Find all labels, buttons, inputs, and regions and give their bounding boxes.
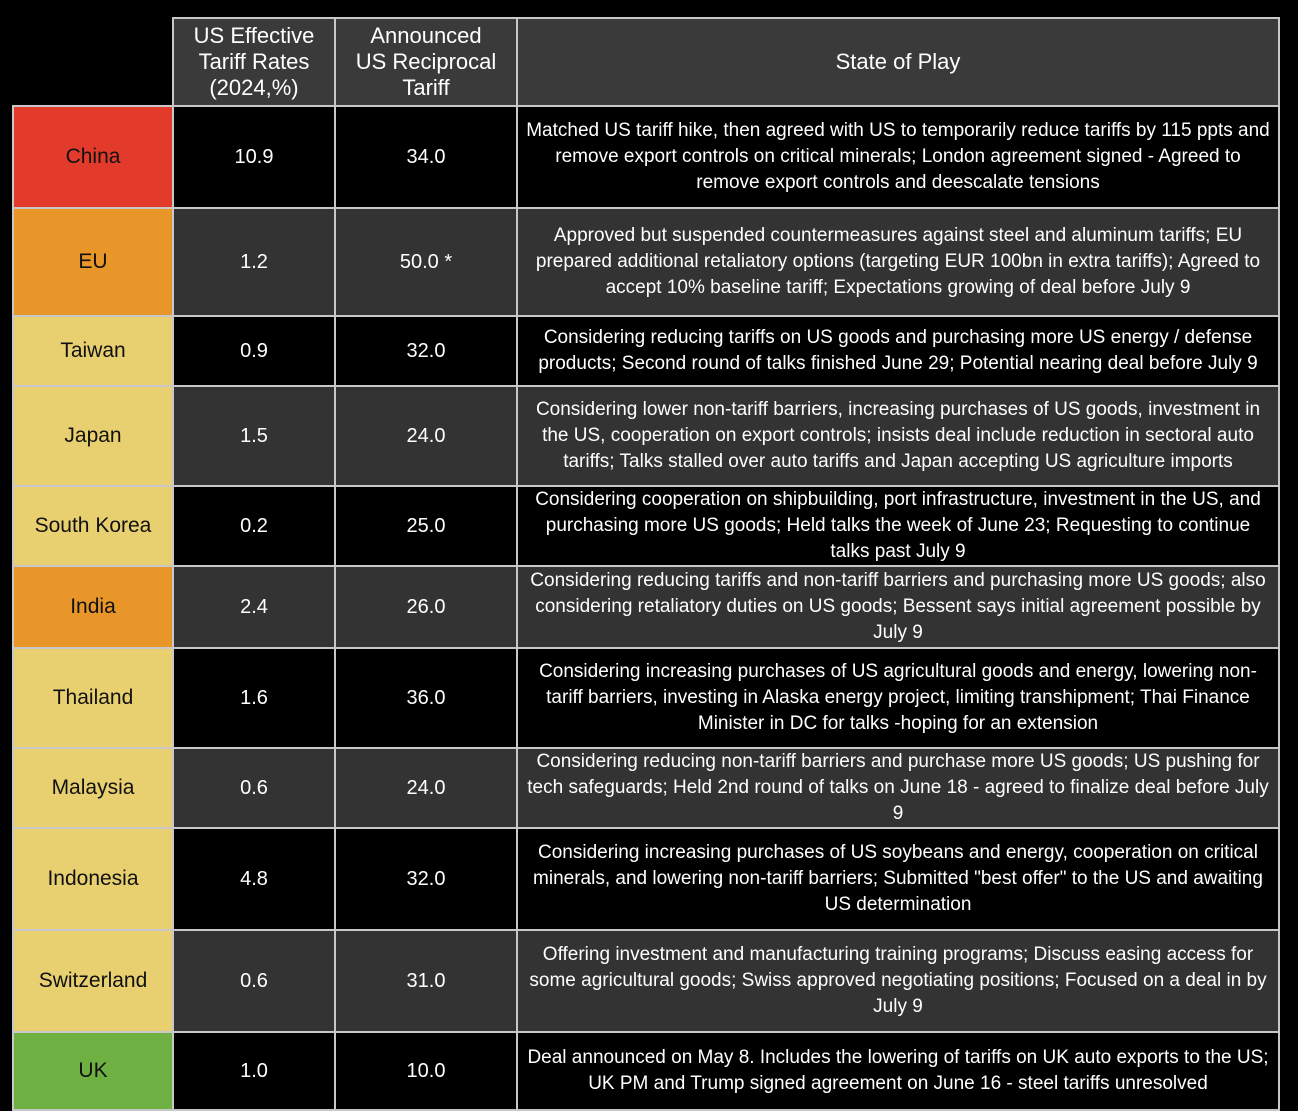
effective-rate-cell: 0.6 bbox=[173, 748, 335, 828]
state-of-play-cell: Considering reducing tariffs and non-tariff barriers and purchasing more US goods; also considering retaliatory duties on US goods; Bessent says initial agreement possible by July 9 bbox=[517, 566, 1279, 648]
country-cell: EU bbox=[13, 208, 173, 316]
country-cell: Indonesia bbox=[13, 828, 173, 930]
effective-rate-cell: 0.6 bbox=[173, 930, 335, 1032]
effective-rate-cell: 2.4 bbox=[173, 566, 335, 648]
effective-rate-cell: 4.8 bbox=[173, 828, 335, 930]
country-cell: South Korea bbox=[13, 486, 173, 566]
reciprocal-tariff-cell: 25.0 bbox=[335, 486, 517, 566]
country-cell: Taiwan bbox=[13, 316, 173, 386]
reciprocal-tariff-cell: 32.0 bbox=[335, 828, 517, 930]
corner-cell bbox=[13, 18, 173, 106]
state-of-play-cell: Deal announced on May 8. Includes the lowering of tariffs on UK auto exports to the US; UK PM and Trump signed agreement on June 16 - steel tariffs unresolved bbox=[517, 1032, 1279, 1110]
effective-rate-cell: 0.9 bbox=[173, 316, 335, 386]
state-of-play-cell: Considering increasing purchases of US agricultural goods and energy, lowering non-tariff barriers, investing in Alaska energy project, limiting transhipment; Thai Finance Minister in DC for talks -hoping for an extension bbox=[517, 648, 1279, 748]
effective-rate-cell: 0.2 bbox=[173, 486, 335, 566]
state-of-play-cell: Considering increasing purchases of US soybeans and energy, cooperation on critical minerals, and lowering non-tariff barriers; Submitted "best offer" to the US and awaiting US determination bbox=[517, 828, 1279, 930]
table-row bbox=[13, 930, 1279, 1032]
country-cell: Thailand bbox=[13, 648, 173, 748]
reciprocal-tariff-cell: 31.0 bbox=[335, 930, 517, 1032]
state-of-play-cell: Considering reducing non-tariff barriers and purchase more US goods; US pushing for tech safeguards; Held 2nd round of talks on June 18 - agreed to finalize deal before July 9 bbox=[517, 748, 1279, 828]
table-row bbox=[13, 486, 1279, 566]
table-row bbox=[13, 316, 1279, 386]
table-body bbox=[13, 106, 1279, 1110]
table-row bbox=[13, 828, 1279, 930]
reciprocal-tariff-cell: 10.0 bbox=[335, 1032, 517, 1110]
state-of-play-cell: Considering lower non-tariff barriers, increasing purchases of US goods, investment in the US, cooperation on export controls; insists deal include reduction in sectoral auto tariffs; Talks stalled over auto tariffs and Japan accepting US agriculture imports bbox=[517, 386, 1279, 486]
country-cell: Japan bbox=[13, 386, 173, 486]
country-cell: UK bbox=[13, 1032, 173, 1110]
reciprocal-tariff-cell: 26.0 bbox=[335, 566, 517, 648]
country-cell: China bbox=[13, 106, 173, 208]
table-row bbox=[13, 748, 1279, 828]
country-cell: Switzerland bbox=[13, 930, 173, 1032]
state-of-play-cell: Matched US tariff hike, then agreed with US to temporarily reduce tariffs by 115 ppts and remove export controls on critical minerals; London agreement signed - Agreed to remove export controls and deescalate tensions bbox=[517, 106, 1279, 208]
country-cell: India bbox=[13, 566, 173, 648]
column-header-reciprocal-tariff: Announced US Reciprocal Tariff bbox=[335, 18, 517, 106]
country-cell: Malaysia bbox=[13, 748, 173, 828]
table-row bbox=[13, 386, 1279, 486]
effective-rate-cell: 1.0 bbox=[173, 1032, 335, 1110]
effective-rate-cell: 10.9 bbox=[173, 106, 335, 208]
reciprocal-tariff-cell: 36.0 bbox=[335, 648, 517, 748]
state-of-play-cell: Offering investment and manufacturing training programs; Discuss easing access for some agricultural goods; Swiss approved negotiating positions; Focused on a deal in by July 9 bbox=[517, 930, 1279, 1032]
header-row bbox=[13, 18, 1279, 106]
table-row bbox=[13, 106, 1279, 208]
column-header-state-of-play: State of Play bbox=[517, 18, 1279, 106]
reciprocal-tariff-cell: 34.0 bbox=[335, 106, 517, 208]
state-of-play-cell: Considering reducing tariffs on US goods and purchasing more US energy / defense products; Second round of talks finished June 29; Potential nearing deal before July 9 bbox=[517, 316, 1279, 386]
effective-rate-cell: 1.5 bbox=[173, 386, 335, 486]
reciprocal-tariff-cell: 24.0 bbox=[335, 386, 517, 486]
tariff-table bbox=[12, 17, 1280, 1111]
effective-rate-cell: 1.6 bbox=[173, 648, 335, 748]
table-row bbox=[13, 208, 1279, 316]
state-of-play-cell: Considering cooperation on shipbuilding, port infrastructure, investment in the US, and purchasing more US goods; Held talks the week of June 23; Requesting to continue talks past July 9 bbox=[517, 486, 1279, 566]
state-of-play-cell: Approved but suspended countermeasures against steel and aluminum tariffs; EU prepared additional retaliatory options (targeting EUR 100bn in extra tariffs); Agreed to accept 10% baseline tariff; Expectations growing of deal before July 9 bbox=[517, 208, 1279, 316]
column-header-effective-rate: US Effective Tariff Rates (2024,%) bbox=[173, 18, 335, 106]
table-row bbox=[13, 648, 1279, 748]
reciprocal-tariff-cell: 50.0 * bbox=[335, 208, 517, 316]
table-row bbox=[13, 566, 1279, 648]
reciprocal-tariff-cell: 32.0 bbox=[335, 316, 517, 386]
reciprocal-tariff-cell: 24.0 bbox=[335, 748, 517, 828]
effective-rate-cell: 1.2 bbox=[173, 208, 335, 316]
table-row bbox=[13, 1032, 1279, 1110]
